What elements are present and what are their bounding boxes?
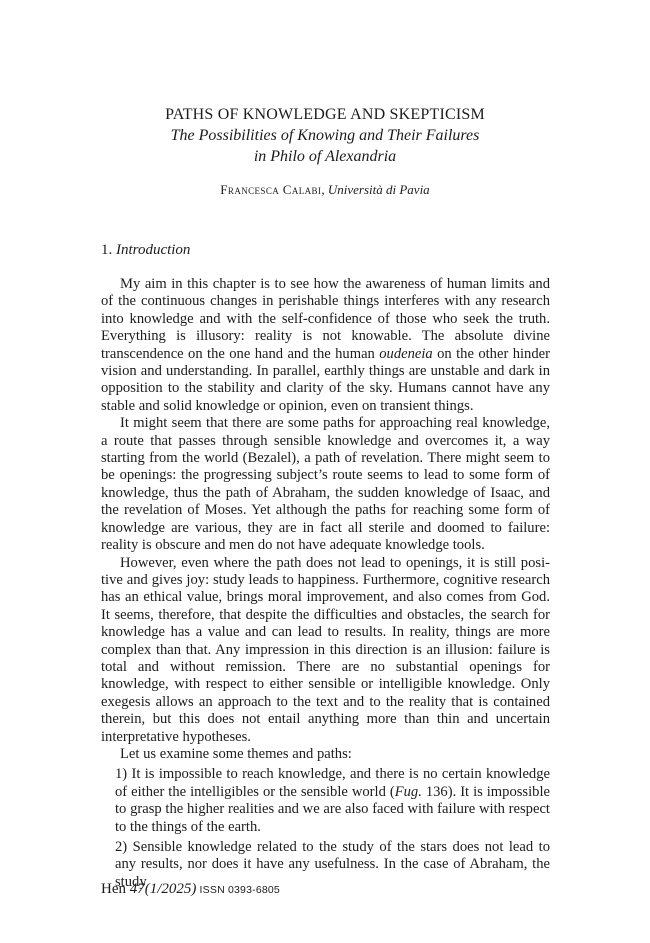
section-heading — [101, 241, 190, 259]
list-item-1 — [101, 766, 550, 836]
paragraph-1-text-b: on the other hinder vision and understanding. In parallel, earthly things are unstable and dark in opposition to the stability and clarity of the sky. Humans cannot have any stable and solid knowledge or opinion, even on transient things. — [101, 345, 550, 414]
paragraph-1 — [101, 276, 550, 415]
paragraph-3: However, even where the path does not lead to openings, it is still positive and gives joy: study leads to happiness. Furthermore, cognitive research has an ethical value, brings moral improvement, and also comes from God. It seems, therefore, that despite the difficulties and obstacles, the search for knowledge has a value and can lead to results. In reality, things are more complex than that. Any impression in this direction is an illusion: failure is total and without remission. There are no substantial openings for knowledge, with respect to either sensible or intelligible knowledge. Only exegesis allows an approach to the text and to the reality that is contained therein, but this does not entail anything more than thin and uncertain interpretative hypotheses. — [101, 554, 550, 745]
footer-issn: ISSN 0393-6805 — [196, 884, 280, 896]
article-subtitle — [100, 125, 550, 167]
article-body — [101, 276, 550, 891]
paragraph-2: It might seem that there are some paths for approaching real knowledge, a route that passes through sensible knowledge and overcomes it, a way starting from the world (Bezalel), a path of revelation. There might seem to be openings: the progressing subject’s route seems to lead to some form of knowledge, thus the path of Abraham, the sudden knowledge of Isaac, and the revelation of Moses. Yet although the paths for reaching some form of knowledge are various, they are in fact all sterile and doomed to failure: reality is obscure and men do not have adequate knowledge tools. — [101, 415, 550, 554]
footer-journal: Hen — [101, 881, 130, 897]
paragraph-1-emphasis: oudeneia — [379, 345, 433, 362]
section-title: Introduction — [116, 242, 191, 258]
author-affiliation: Università di Pavia — [327, 182, 430, 197]
article-title: PATHS OF KNOWLEDGE AND SKEPTICISM — [165, 106, 485, 123]
subtitle-line-1: The Possibilities of Knowing and Their Failures — [170, 127, 480, 144]
author-name: Francesca Calabi — [220, 182, 322, 197]
paragraph-1-text-a: My aim in this chapter is to see how the awareness of human limits and of the continuous changes in perishable things interferes with any research into knowledge and with the self-confidence of those who seek the truth. Everything is illusory: reality is not knowable. The absolute divine transcendence on the one hand and the human — [101, 276, 550, 362]
list-item-1-emphasis: Fug. — [394, 783, 422, 800]
page-footer — [101, 880, 280, 899]
article-header — [100, 105, 550, 198]
subtitle-line-2: in Philo of Alexandria — [253, 148, 397, 165]
author-line — [100, 181, 550, 198]
footer-volume: 47(1/2025) — [129, 881, 197, 897]
list-item-2: 2) Sensible knowledge related to the study of the stars does not lead to any results, nor does it have any usefulness. In the case of Abraham, the study — [115, 839, 550, 890]
list-item-1-text-a: 1) It is impossible to reach knowledge, and there is no certain knowledge of either the intelligibles or the sensible world ( — [115, 766, 550, 800]
list-item-1-text-b: 136). It is impossible to grasp the higher realities and we are also faced with failure with respect to the things of the earth. — [115, 783, 550, 835]
author-separator: , — [321, 182, 328, 197]
paragraph-4: Let us examine some themes and paths: — [120, 745, 352, 762]
section-number: 1. — [101, 242, 116, 258]
